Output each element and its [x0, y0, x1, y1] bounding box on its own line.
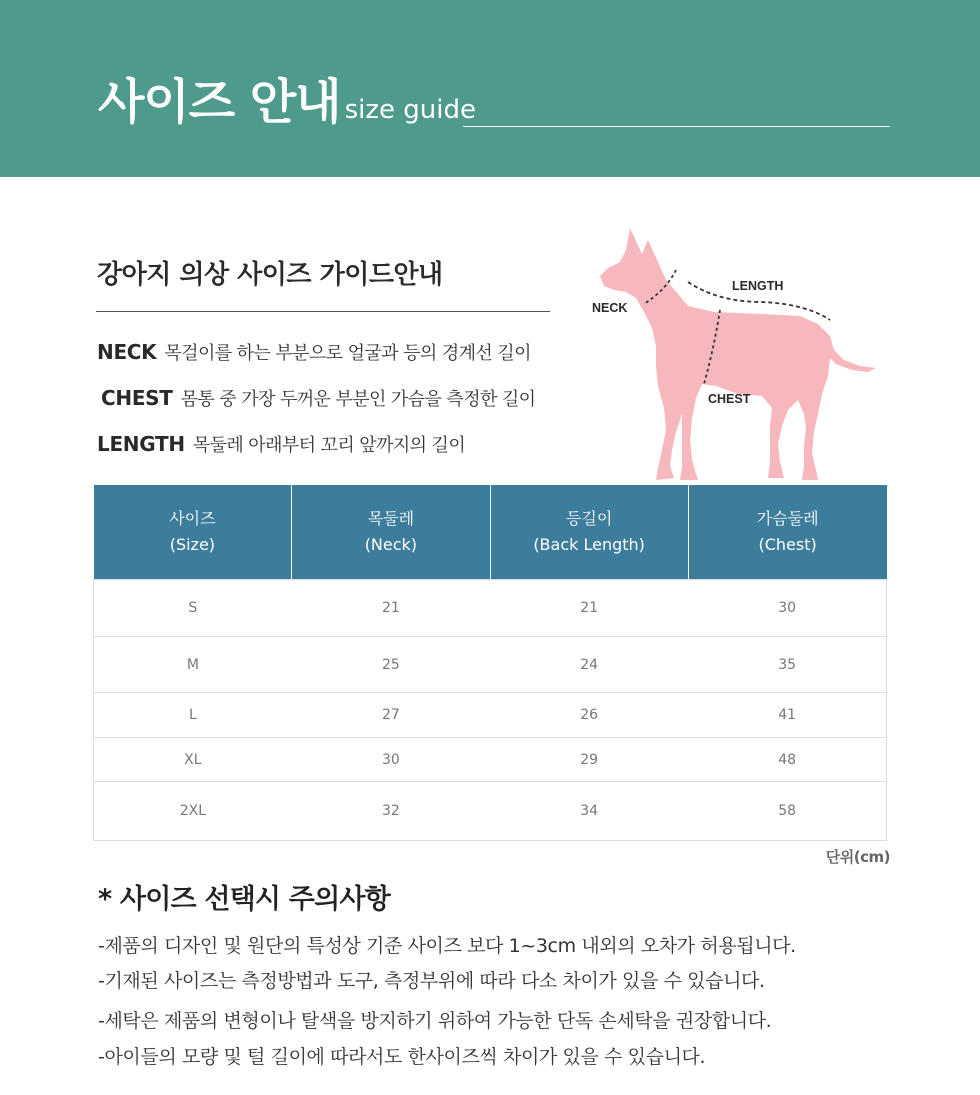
cell-chest: 48 [688, 738, 886, 782]
cell-back-length: 24 [490, 637, 688, 693]
cell-neck: 27 [292, 693, 490, 738]
notice-line: -제품의 디자인 및 원단의 특성상 기준 사이즈 보다 1~3cm 내외의 오차가 허용됩니다. [98, 935, 796, 957]
diagram-label-chest: CHEST [708, 392, 751, 406]
definition-length [97, 431, 465, 457]
diagram-label-length: LENGTH [732, 279, 784, 293]
cell-chest: 35 [688, 637, 886, 693]
cell-neck: 30 [292, 738, 490, 782]
guide-title: 강아지 의상 사이즈 가이드안내 [97, 260, 443, 290]
cell-back-length: 26 [490, 693, 688, 738]
size-table [93, 485, 887, 841]
definition-neck [97, 339, 531, 365]
cell-chest: 30 [778, 600, 797, 616]
page-title: 사이즈 안내 size guide [98, 74, 476, 130]
dog-silhouette-icon [600, 228, 876, 480]
unit-label: 단위(cm) [825, 848, 890, 866]
cell-chest: 58 [688, 782, 886, 841]
table-row [94, 693, 887, 738]
cell-size: XL [94, 738, 292, 782]
cell-back-length: 34 [490, 782, 688, 841]
cell-neck: 32 [292, 782, 490, 841]
diagram-label-neck: NECK [592, 301, 628, 315]
header-divider [463, 126, 890, 127]
table-row [94, 738, 887, 782]
definition-term: CHEST [101, 386, 173, 410]
cell-size: 2XL [94, 782, 292, 841]
table-row [94, 580, 887, 637]
definition-text: 목걸이를 하는 부분으로 얼굴과 등의 경계선 길이 [164, 343, 531, 364]
cell-size: M [94, 637, 292, 693]
table-row [94, 782, 887, 841]
column-header-back-length: 등길이 (Back Length) [490, 485, 688, 580]
definition-text: 목둘레 아래부터 꼬리 앞까지의 길이 [192, 435, 466, 456]
cell-back-length: 29 [490, 738, 688, 782]
definition-term: NECK [97, 340, 157, 364]
definition-chest [101, 385, 535, 411]
cell-size: L [94, 693, 292, 738]
dog-measurement-diagram [586, 218, 886, 488]
cell-back-length: 21 [580, 600, 599, 616]
cell-neck: 21 [381, 600, 400, 616]
definition-term: LENGTH [97, 432, 185, 456]
header-banner [0, 0, 980, 177]
notice-title: * 사이즈 선택시 주의사항 [98, 884, 390, 915]
cell-neck: 25 [292, 637, 490, 693]
notice-line: -기재된 사이즈는 측정방법과 도구, 측정부위에 따라 다소 차이가 있을 수 있습니다. [98, 970, 765, 992]
column-header-size: 사이즈 (Size) [94, 485, 292, 580]
guide-divider [96, 311, 550, 312]
table-header-row [94, 485, 887, 580]
page-subtitle: size guide [344, 95, 476, 125]
column-header-neck: 목둘레 (Neck) [292, 485, 490, 580]
cell-size: S [188, 600, 198, 616]
table-row [94, 637, 887, 693]
cell-chest: 41 [688, 693, 886, 738]
notice-line: -세탁은 제품의 변형이나 탈색을 방지하기 위하여 가능한 단독 손세탁을 권장합니다. [98, 1010, 772, 1032]
column-header-chest: 가슴둘레 (Chest) [688, 485, 886, 580]
notice-line: -아이들의 모량 및 털 길이에 따라서도 한사이즈씩 차이가 있을 수 있습니다. [98, 1046, 706, 1068]
definition-text: 몸통 중 가장 두꺼운 부분인 가슴을 측정한 길이 [180, 389, 536, 410]
